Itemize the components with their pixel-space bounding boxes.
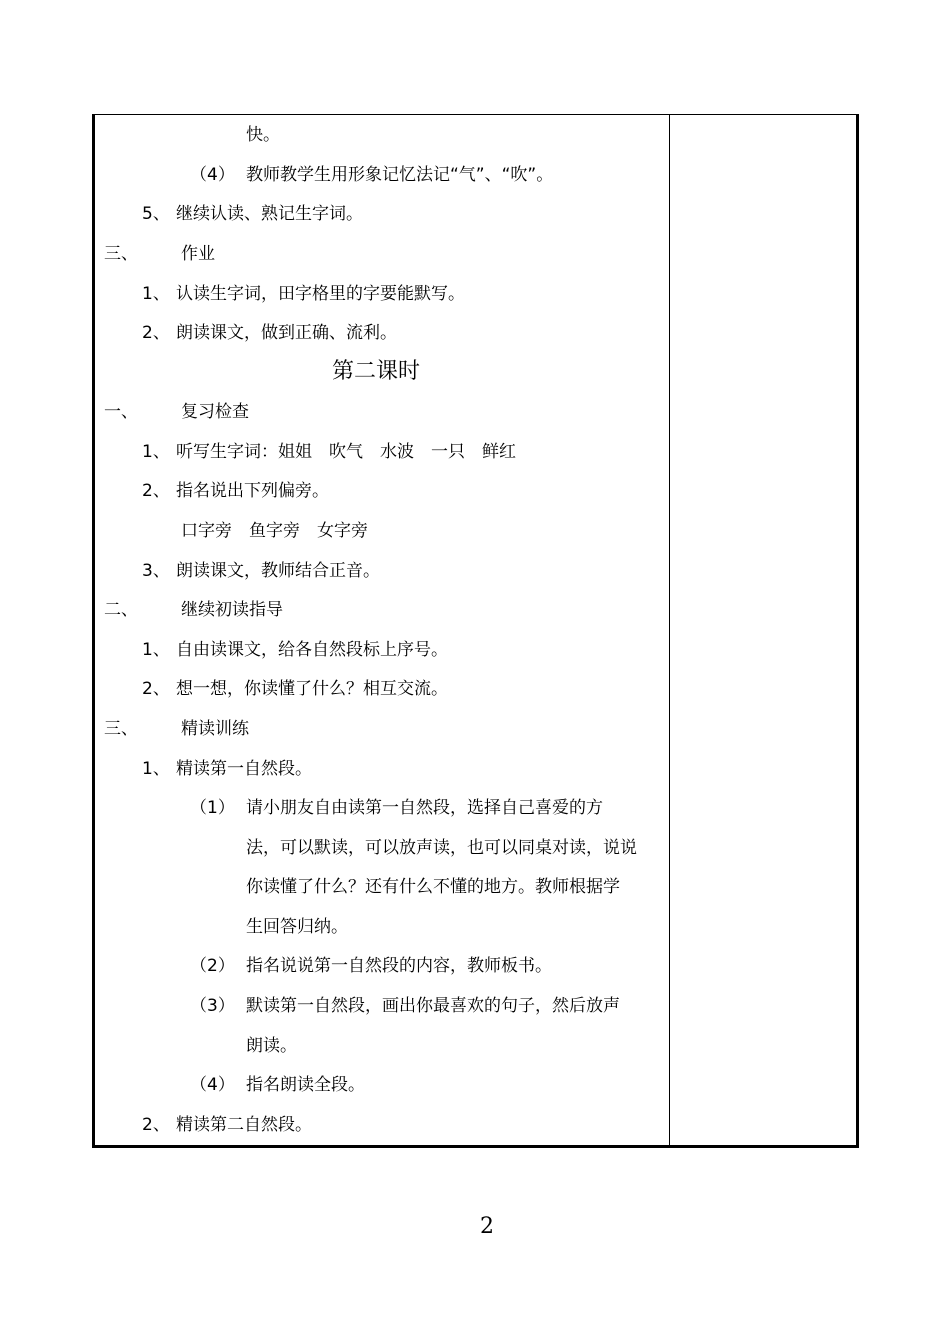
line-text: 精读第一自然段。: [176, 759, 312, 779]
text-line: [246, 124, 280, 146]
line-text: 听写生字词：姐姐 吹气 水波 一只 鲜红: [176, 442, 516, 462]
line-number: 1、: [142, 284, 170, 304]
line-number: （4）: [190, 1075, 235, 1095]
line-number: 1、: [142, 640, 170, 660]
line-text: 教师教学生用形象记忆法记“气”、“吹”。: [246, 165, 554, 185]
line-number: 2、: [142, 1115, 170, 1135]
line-number: （4）: [190, 165, 235, 185]
line-text: 指名说说第一自然段的内容，教师板书。: [246, 956, 552, 976]
line-number: 1、: [142, 442, 170, 462]
line-text: 口字旁 鱼字旁 女字旁: [181, 521, 368, 541]
line-number: 3、: [142, 561, 170, 581]
line-text: 想一想，你读懂了什么？相互交流。: [176, 679, 448, 699]
line-number: 2、: [142, 679, 170, 699]
line-text: 快。: [246, 125, 280, 145]
page-number: 2: [480, 1214, 494, 1239]
column-divider: [669, 114, 670, 1145]
line-text: 朗读。: [246, 1036, 297, 1056]
line-number: 2、: [142, 323, 170, 343]
line-number: （1）: [190, 798, 235, 818]
text-line: [181, 520, 368, 542]
section-title: 复习检查: [181, 402, 249, 422]
section-number: 二、: [104, 600, 138, 620]
line-text: 默读第一自然段，画出你最喜欢的句子，然后放声: [246, 996, 620, 1016]
text-line: [246, 876, 620, 898]
line-text: 你读懂了什么？还有什么不懂的地方。教师根据学: [246, 877, 620, 897]
section-title: 精读训练: [181, 719, 249, 739]
line-text: 认读生字词，田字格里的字要能默写。: [176, 284, 465, 304]
line-number: （3）: [190, 996, 235, 1016]
line-text: 法，可以默读，可以放声读，也可以同桌对读，说说: [246, 838, 637, 858]
section-number: 一、: [104, 402, 138, 422]
text-line: [246, 837, 637, 859]
line-number: 2、: [142, 481, 170, 501]
line-number: 1、: [142, 759, 170, 779]
line-text: 指名朗读全段。: [246, 1075, 365, 1095]
line-number: （2）: [190, 956, 235, 976]
lesson-plan-table: [92, 114, 859, 1148]
line-text: 自由读课文，给各自然段标上序号。: [176, 640, 448, 660]
text-line: [246, 916, 348, 938]
line-text: 朗读课文，做到正确、流利。: [176, 323, 397, 343]
line-text: 指名说出下列偏旁。: [176, 481, 329, 501]
line-text: 继续认读、熟记生字词。: [176, 204, 363, 224]
line-text: 请小朋友自由读第一自然段，选择自己喜爱的方: [246, 798, 603, 818]
section-title: 继续初读指导: [181, 600, 283, 620]
text-line: [246, 1035, 297, 1057]
line-number: 5、: [142, 204, 170, 224]
section-title: 作业: [181, 244, 215, 264]
section-number: 三、: [104, 719, 138, 739]
section-number: 三、: [104, 244, 138, 264]
lesson-heading: 第二课时: [332, 359, 421, 384]
line-text: 生回答归纳。: [246, 917, 348, 937]
line-text: 精读第二自然段。: [176, 1115, 312, 1135]
line-text: 朗读课文，教师结合正音。: [176, 561, 380, 581]
